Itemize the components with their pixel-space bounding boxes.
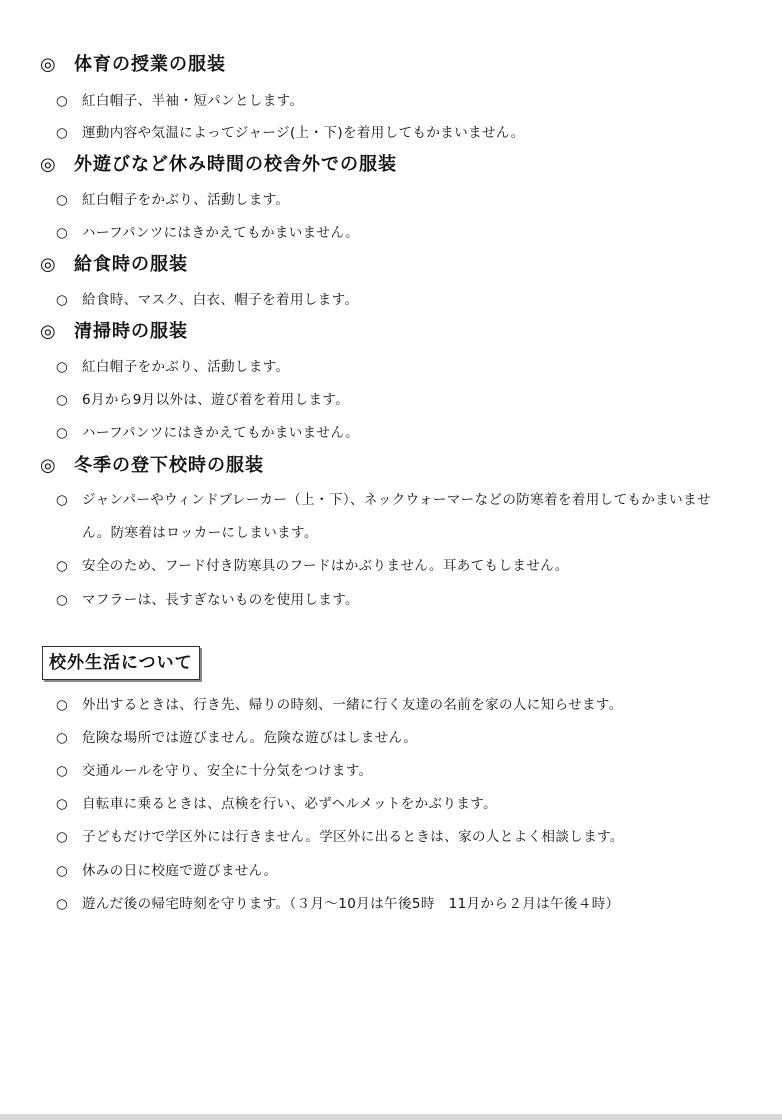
section-heading-recess [40,150,397,176]
double-circle-mark: ◎ [40,321,57,342]
list-item: ○ 安全のため、フード付き防寒具のフードはかぶりません。耳あてもしません。 [56,558,569,574]
circle-bullet: ○ [56,763,69,779]
circle-bullet: ○ [56,292,69,308]
list-item: ○ 紅白帽子をかぶり、活動します。 [56,192,290,208]
list-item: ○ 危険な場所では遊びません。危険な遊びはしません。 [56,730,418,746]
circle-bullet: ○ [56,592,69,608]
double-circle-mark: ◎ [40,154,57,175]
bottom-edge-divider [0,1114,782,1120]
double-circle-mark: ◎ [40,455,57,476]
list-item: ○ 自転車に乗るときは、点検を行い、必ずヘルメットをかぶります。 [56,796,497,812]
section-heading-winter [40,451,264,477]
list-item: ○ ジャンパーやウィンドブレーカー（上・下）、ネックウォーマーなどの防寒着を着用してもかまいませ [56,492,711,508]
section-title: 外遊びなど休み時間の校舎外での服装 [74,154,397,175]
circle-bullet: ○ [56,192,69,208]
circle-bullet: ○ [56,225,69,241]
circle-bullet: ○ [56,392,69,408]
circle-bullet: ○ [56,896,69,912]
circle-bullet: ○ [56,730,69,746]
circle-bullet: ○ [56,492,69,508]
list-item: ○ 給食時、マスク、白衣、帽子を着用します。 [56,292,359,308]
double-circle-mark: ◎ [40,54,57,75]
list-item: ○ 紅白帽子をかぶり、活動します。 [56,359,290,375]
list-item: ○ ハーフパンツにはきかえてもかまいません。 [56,225,360,241]
circle-bullet: ○ [56,863,69,879]
double-circle-mark: ◎ [40,254,57,275]
list-item: ○ 交通ルールを守り、安全に十分気をつけます。 [56,763,373,779]
list-item: ○ 運動内容や気温によってジャージ(上・下)を着用してもかまいません。 [56,125,525,141]
list-item: ○ 休みの日に校庭で遊びません。 [56,863,278,879]
list-item: ○ 6月から9月以外は、遊び着を着用します。 [56,392,350,408]
circle-bullet: ○ [56,93,69,109]
section-heading-cleaning [40,317,188,343]
list-item: ○ 紅白帽子、半袖・短パンとします。 [56,93,304,109]
circle-bullet: ○ [56,125,69,141]
list-item: ○ ハーフパンツにはきかえてもかまいません。 [56,425,360,441]
circle-bullet: ○ [56,558,69,574]
section-heading-lunch [40,250,188,276]
list-item: ○ 外出するときは、行き先、帰りの時刻、一緒に行く友達の名前を家の人に知らせます。 [56,697,623,713]
section-heading-pe [40,50,226,76]
circle-bullet: ○ [56,697,69,713]
list-item-continuation: ん。防寒着はロッカーにしまいます。 [82,525,318,541]
circle-bullet: ○ [56,829,69,845]
circle-bullet: ○ [56,425,69,441]
outside-life-heading: 校外生活について [42,646,200,680]
section-title: 冬季の登下校時の服装 [74,455,264,476]
list-item: ○ マフラーは、長すぎないものを使用します。 [56,592,359,608]
list-item: ○ 子どもだけで学区外には行きません。学区外に出るときは、家の人とよく相談します。 [56,829,624,845]
section-title: 体育の授業の服装 [74,54,226,75]
circle-bullet: ○ [56,359,69,375]
circle-bullet: ○ [56,796,69,812]
section-title: 清掃時の服装 [74,321,188,342]
list-item: ○ 遊んだ後の帰宅時刻を守ります。（３月～10月は午後5時 11月から２月は午後４時） [56,896,620,912]
section-title: 給食時の服装 [74,254,188,275]
